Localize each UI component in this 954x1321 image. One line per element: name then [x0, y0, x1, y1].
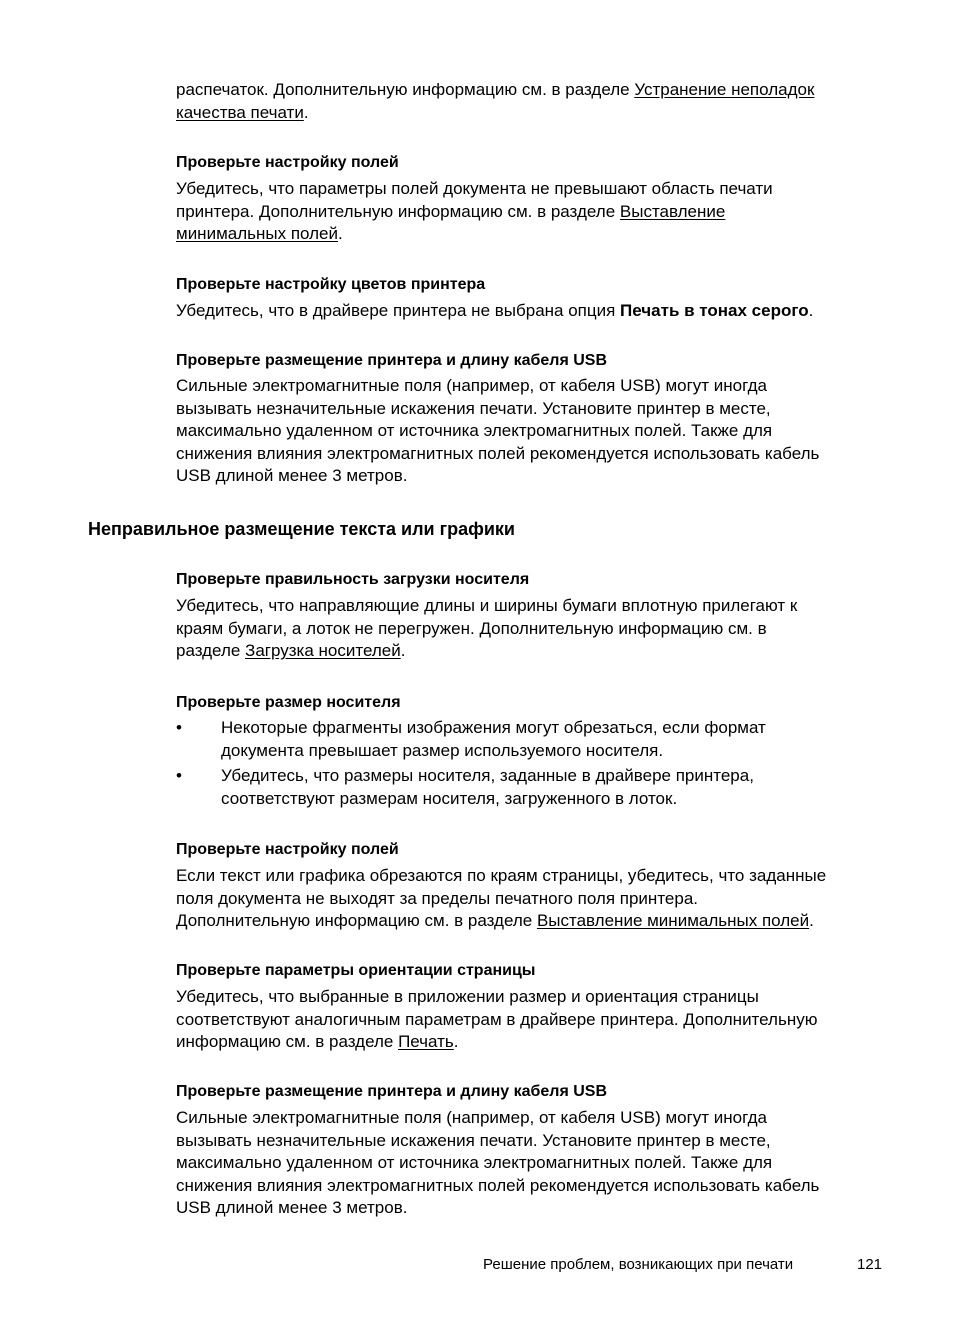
text-run: Убедитесь, что параметры полей документа не превышают область печати	[176, 179, 773, 198]
text-line	[176, 1107, 906, 1130]
bullet-item	[176, 717, 906, 762]
text-run: вызывать незначительные искажения печати. Установите принтер в месте,	[176, 1130, 771, 1150]
text-line	[176, 79, 906, 102]
text-line	[176, 765, 906, 788]
page-number: 121	[857, 1256, 883, 1273]
paragraph	[176, 865, 906, 933]
text-line	[176, 640, 906, 663]
text-line	[176, 223, 906, 246]
subheading: Проверьте настройку полей	[176, 154, 399, 171]
text-line	[176, 910, 906, 933]
text-run: Сильные электромагнитные поля (например, от кабеля USB) могут иногда	[176, 1108, 767, 1127]
text-run: распечаток. Дополнительную информацию см. в разделе	[176, 80, 635, 99]
section-heading: Неправильное размещение текста или графики	[88, 519, 515, 539]
paragraph	[176, 1107, 906, 1220]
text-line	[176, 1009, 906, 1032]
text-run: документа превышает размер используемого носителя.	[221, 740, 664, 760]
subheading: Проверьте настройку цветов принтера	[176, 276, 486, 293]
text-line	[176, 1197, 906, 1220]
text-run: снижения влияния электромагнитных полей рекомендуется использовать кабель	[176, 1175, 820, 1195]
text-line	[176, 595, 906, 618]
text-run: разделе	[176, 641, 246, 661]
text-run: .	[303, 102, 309, 122]
paragraph	[176, 595, 906, 663]
text-run: Убедитесь, что направляющие длины и ширины бумаги вплотную прилегают к	[176, 596, 798, 615]
text-run: Убедитесь, что размеры носителя, заданные в драйвере принтера,	[221, 766, 754, 785]
text-run: снижения влияния электромагнитных полей рекомендуется использовать кабель	[176, 443, 820, 463]
text-run: информацию см. в разделе	[176, 1032, 399, 1052]
text-line	[176, 788, 906, 811]
text-run: .	[453, 1032, 459, 1052]
text-line	[176, 178, 906, 201]
text-line	[176, 865, 906, 888]
text-run: соответствуют размерам носителя, загруженного в лоток.	[221, 788, 678, 808]
text-run: USB длиной менее 3 метров.	[176, 466, 408, 486]
text-run: краям бумаги, а лоток не перегружен. Дополнительную информацию см. в	[176, 618, 767, 638]
text-line	[176, 398, 906, 421]
text-line	[176, 717, 906, 740]
subheading: Проверьте размещение принтера и длину кабеля USB	[176, 352, 607, 369]
text-line	[176, 300, 906, 323]
text-run: Убедитесь, что в драйвере принтера не выбрана опция	[176, 301, 621, 320]
paragraph	[176, 375, 906, 488]
text-line	[176, 740, 906, 763]
text-line	[176, 465, 906, 488]
text-run: вызывать незначительные искажения печати. Установите принтер в месте,	[176, 398, 771, 418]
text-run: максимально удаленном от источника электромагнитных полей. Также для	[176, 1153, 773, 1173]
text-line	[176, 1031, 906, 1054]
text-line	[176, 618, 906, 641]
text-line	[176, 375, 906, 398]
cross-reference-link[interactable]: Выставление минимальных полей	[536, 911, 810, 931]
text-line	[176, 888, 906, 911]
text-run: максимально удаленном от источника электромагнитных полей. Также для	[176, 421, 773, 441]
text-line	[176, 201, 906, 224]
text-run: принтера. Дополнительную информацию см. в разделе	[176, 201, 620, 221]
cross-reference-link[interactable]: минимальных полей	[176, 224, 338, 244]
bullet-item	[176, 765, 906, 810]
text-run: .	[809, 911, 814, 931]
subheading: Проверьте размещение принтера и длину кабеля USB	[176, 1083, 607, 1100]
subheading: Проверьте правильность загрузки носителя	[176, 571, 530, 588]
subheading: Проверьте параметры ориентации страницы	[176, 962, 536, 979]
paragraph	[176, 79, 906, 124]
text-run: USB длиной менее 3 метров.	[176, 1198, 408, 1218]
paragraph	[176, 986, 906, 1054]
text-run: .	[337, 224, 343, 244]
text-run: .	[808, 301, 814, 320]
text-run: Некоторые фрагменты изображения могут обрезаться, если формат	[221, 718, 766, 737]
text-run: Сильные электромагнитные поля (например, от кабеля USB) могут иногда	[176, 376, 767, 395]
text-run: .	[400, 641, 406, 661]
text-line	[176, 1152, 906, 1175]
bold-text: Печать в тонах серого	[620, 301, 809, 320]
text-line	[176, 1130, 906, 1153]
cross-reference-link[interactable]: Печать	[398, 1032, 454, 1052]
paragraph	[176, 178, 906, 246]
text-line	[176, 102, 906, 125]
text-line	[176, 1175, 906, 1198]
text-run: поля документа не выходят за пределы печатного поля принтера.	[176, 888, 699, 908]
text-run: соответствуют аналогичным параметрам в драйвере принтера. Дополнительную	[176, 1009, 818, 1029]
subheading: Проверьте размер носителя	[176, 694, 401, 711]
cross-reference-link[interactable]: Загрузка носителей	[245, 641, 401, 661]
text-line	[176, 420, 906, 443]
text-run: Если текст или графика обрезаются по краям страницы, убедитесь, что заданные	[176, 866, 827, 885]
footer-title: Решение проблем, возникающих при печати	[483, 1256, 794, 1273]
subheading: Проверьте настройку полей	[176, 841, 399, 858]
cross-reference-link[interactable]: Выставление	[619, 201, 726, 221]
text-run: Дополнительную информацию см. в разделе	[176, 911, 537, 931]
text-line	[176, 443, 906, 466]
text-line	[176, 986, 906, 1009]
cross-reference-link[interactable]: качества печати	[176, 102, 304, 122]
text-run: Убедитесь, что выбранные в приложении размер и ориентация страницы	[176, 987, 759, 1006]
bullet-icon: •	[176, 766, 182, 785]
bullet-icon: •	[176, 718, 182, 737]
cross-reference-link[interactable]: Устранение неполадок	[634, 80, 815, 99]
paragraph	[176, 300, 906, 323]
